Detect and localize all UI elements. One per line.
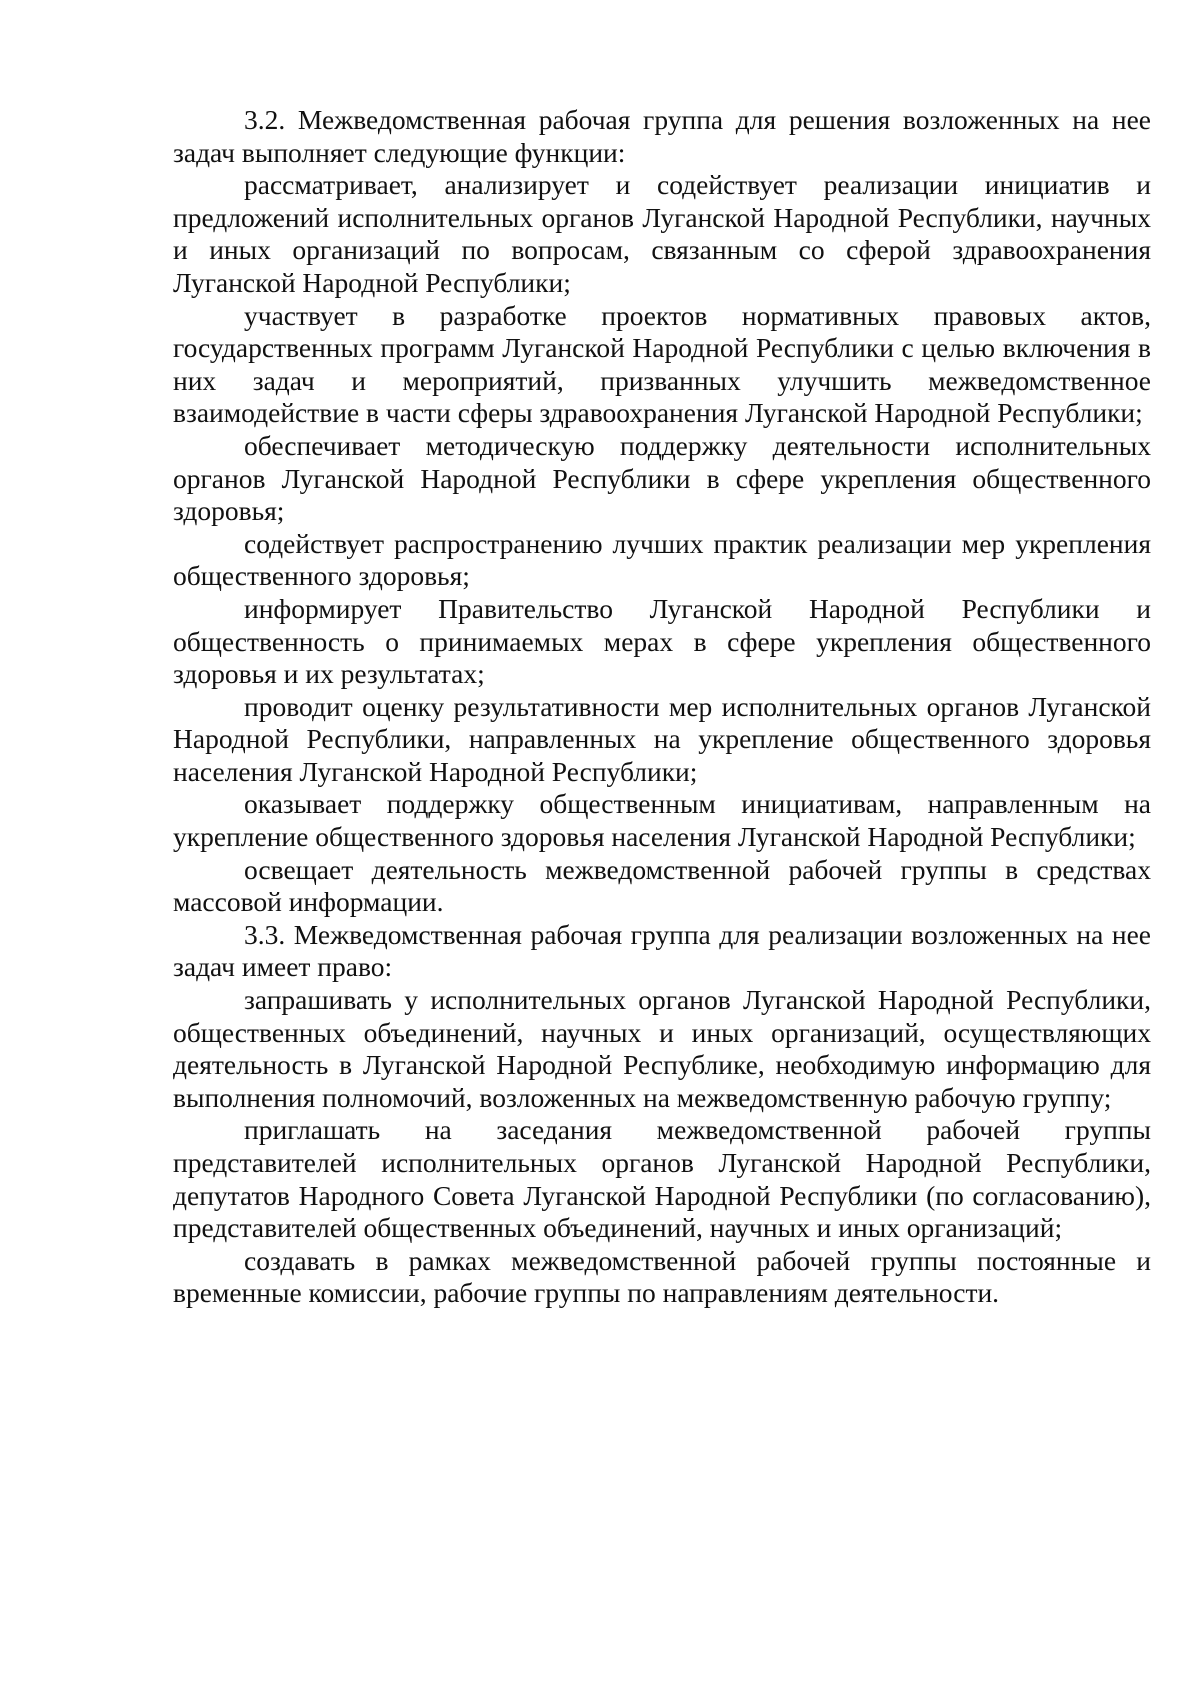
document-page — [173, 104, 1151, 1310]
paragraph-function-media: освещает деятельность межведомственной рабочей группы в средствах массовой информации. — [173, 853, 1151, 918]
paragraph-function-consider: рассматривает, анализирует и содействует реализации инициатив и предложений исполнительных органов Луганской Народной Республики, научных и иных организаций по вопросам, связанным со сферой здравоохранения Луганской Народной Республики; — [173, 169, 1151, 298]
paragraph-section-3-3: 3.3. Межведомственная рабочая группа для реализации возложенных на нее задач имеет право: — [173, 918, 1151, 983]
paragraph-right-invite: приглашать на заседания межведомственной рабочей группы представителей исполнительных органов Луганской Народной Республики, депутатов Народного Совета Луганской Народной Республики (по согласованию), представителей общественных объединений, научных и иных организаций; — [173, 1114, 1151, 1244]
paragraph-function-best-practices: содействует распространению лучших практик реализации мер укрепления общественного здоровья; — [173, 527, 1151, 592]
paragraph-function-support-initiatives: оказывает поддержку общественным инициативам, направленным на укрепление общественного здоровья населения Луганской Народной Республики; — [173, 788, 1151, 853]
paragraph-function-methodical-support: обеспечивает методическую поддержку деятельности исполнительных органов Луганской Народной Республики в сфере укрепления общественного здоровья; — [173, 429, 1151, 527]
paragraph-function-inform: информирует Правительство Луганской Народной Республики и общественность о принимаемых мерах в сфере укрепления общественного здоровья и их результатах; — [173, 592, 1151, 690]
paragraph-function-participate: участвует в разработке проектов нормативных правовых актов, государственных программ Луганской Народной Республики с целью включения в них задач и мероприятий, призванных улучшить межведомственное взаимодействие в части сферы здравоохранения Луганской Народной Республики; — [173, 299, 1151, 429]
paragraph-section-3-2: 3.2. Межведомственная рабочая группа для решения возложенных на нее задач выполняет следующие функции: — [173, 104, 1151, 168]
paragraph-right-request: запрашивать у исполнительных органов Луганской Народной Республики, общественных объединений, научных и иных организаций, осуществляющих деятельность в Луганской Народной Республике, необходимую информацию для выполнения полномочий, возложенных на межведомственную рабочую группу; — [173, 984, 1151, 1113]
paragraph-function-evaluate: проводит оценку результативности мер исполнительных органов Луганской Народной Республики, направленных на укрепление общественного здоровья населения Луганской Народной Республики; — [173, 690, 1151, 787]
paragraph-right-create-commissions: создавать в рамках межведомственной рабочей группы постоянные и временные комиссии, рабочие группы по направлениям деятельности. — [173, 1244, 1151, 1309]
